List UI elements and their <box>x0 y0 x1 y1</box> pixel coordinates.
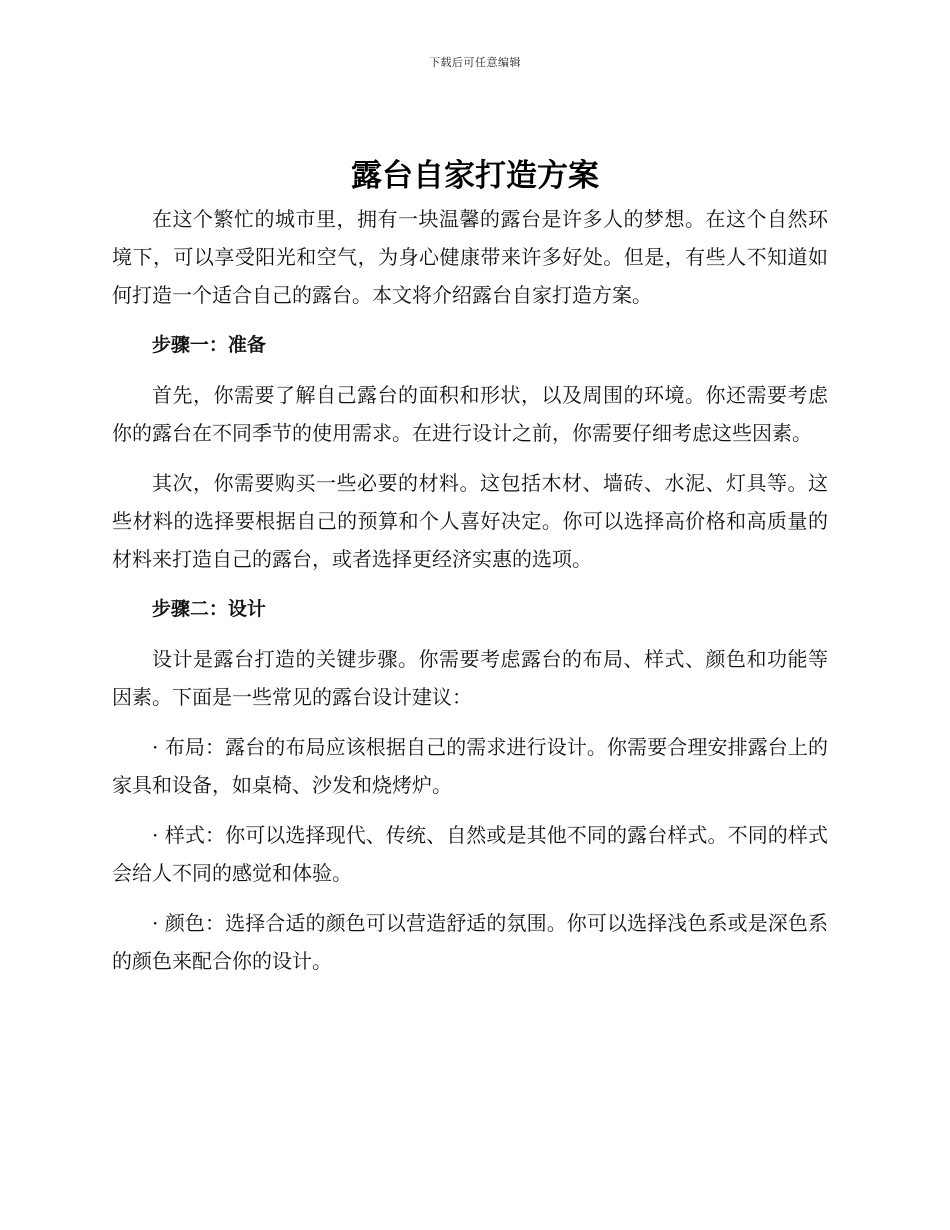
document-body <box>112 200 828 992</box>
bullet-layout: · 布局：露台的布局应该根据自己的需求进行设计。你需要合理安排露台上的家具和设备，如桌椅、沙发和烧烤炉。 <box>112 735 828 797</box>
document-title: 露台自家打造方案 <box>351 158 599 194</box>
header-note: 下载后可任意编辑 <box>429 56 521 69</box>
intro-paragraph: 在这个繁忙的城市里，拥有一块温馨的露台是许多人的梦想。在这个自然环境下，可以享受阳光和空气，为身心健康带来许多好处。但是，有些人不知道如何打造一个适合自己的露台。本文将介绍露台自家打造方案。 <box>112 207 828 307</box>
step2-heading: 步骤二：设计 <box>151 598 266 620</box>
step1-paragraph-2: 其次，你需要购买一些必要的材料。这包括木材、墙砖、水泥、灯具等。这些材料的选择要根据自己的预算和个人喜好决定。你可以选择高价格和高质量的材料来打造自己的露台，或者选择更经济实惠的选项。 <box>112 471 828 571</box>
bullet-style: · 样式：你可以选择现代、传统、自然或是其他不同的露台样式。不同的样式会给人不同的感觉和体验。 <box>112 823 828 885</box>
step1-paragraph-1: 首先，你需要了解自己露台的面积和形状，以及周围的环境。你还需要考虑你的露台在不同季节的使用需求。在进行设计之前，你需要仔细考虑这些因素。 <box>112 383 828 445</box>
bullet-color: · 颜色：选择合适的颜色可以营造舒适的氛围。你可以选择浅色系或是深色系的颜色来配合你的设计。 <box>112 911 828 973</box>
step2-paragraph-1: 设计是露台打造的关键步骤。你需要考虑露台的布局、样式、颜色和功能等因素。下面是一些常见的露台设计建议： <box>112 647 828 709</box>
step1-heading: 步骤一：准备 <box>151 334 266 356</box>
